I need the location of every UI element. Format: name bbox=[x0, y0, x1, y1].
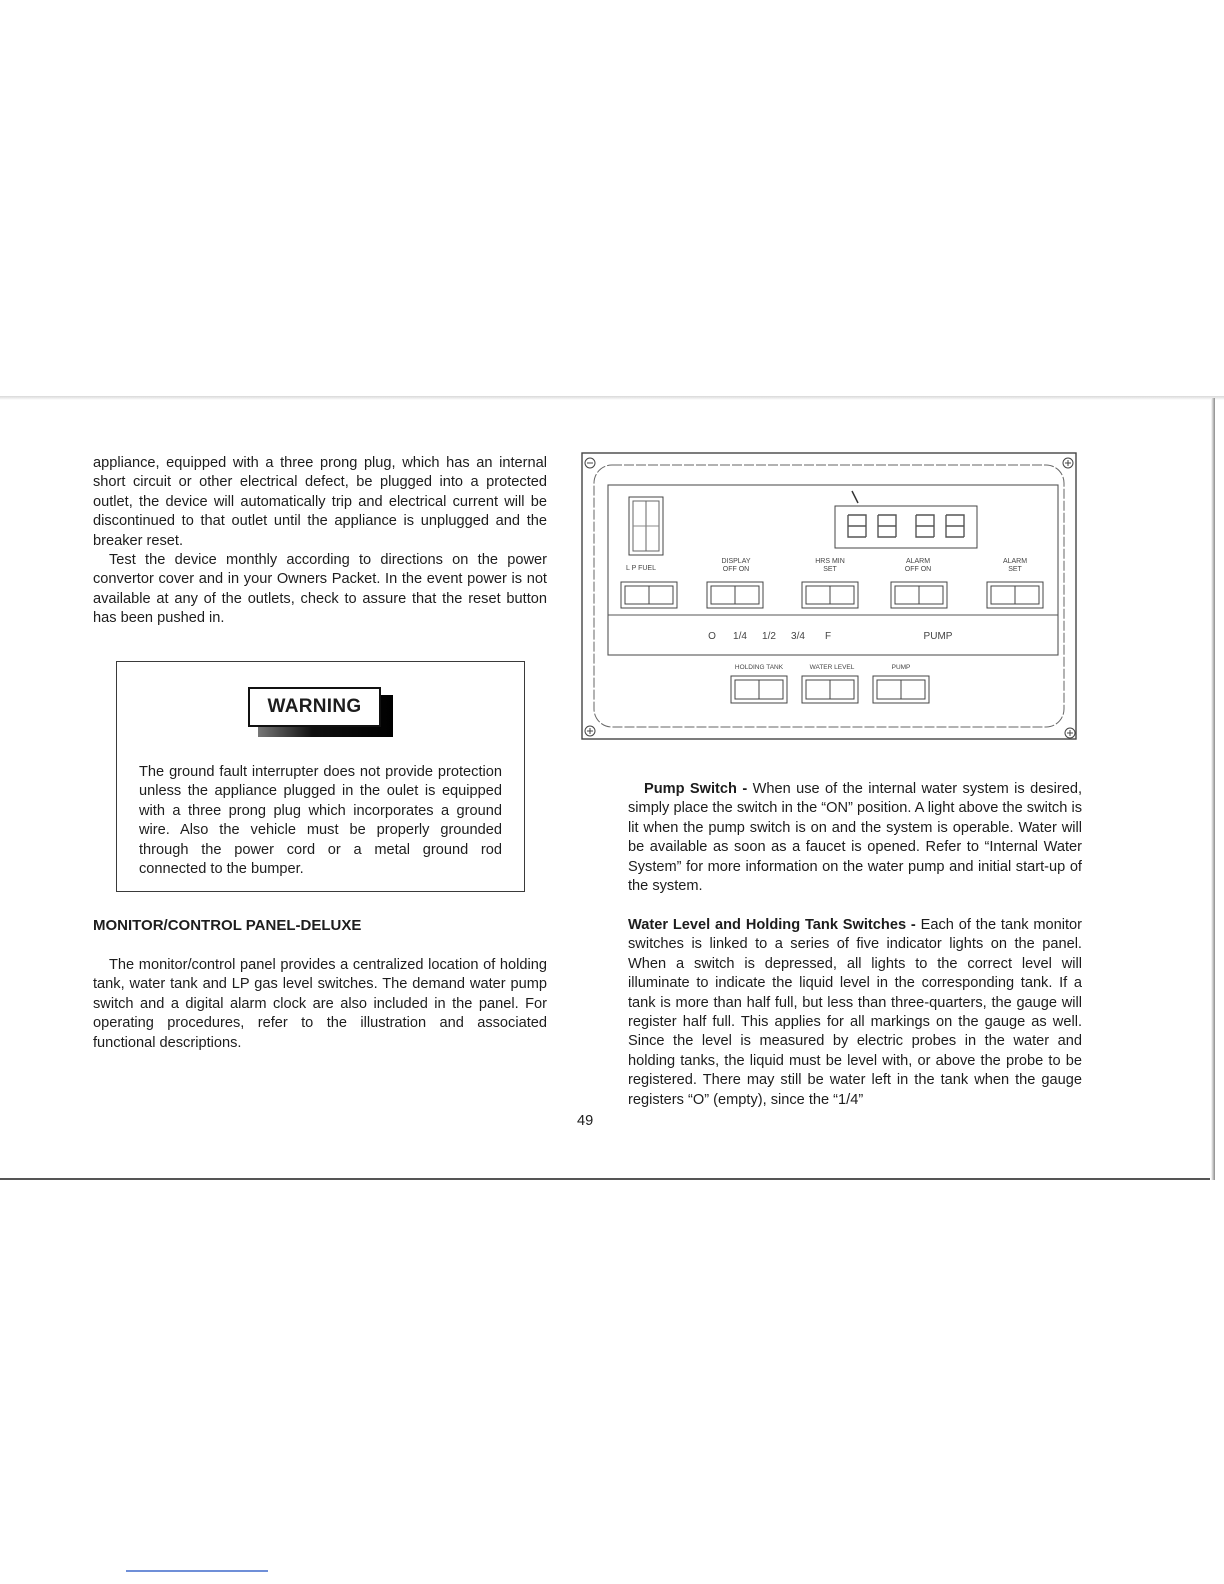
gauge-mark-quarter: 1/4 bbox=[733, 631, 747, 642]
holding-tank-switch bbox=[731, 676, 787, 703]
page-bottom-edge bbox=[0, 1178, 1210, 1180]
tank-switches-description bbox=[628, 916, 1082, 1110]
control-panel-illustration bbox=[576, 449, 1082, 745]
intro-paragraph-2: Test the device monthly according to directions on the power convertor cover and in your Owners Packet. In the event power is not available at any of the outlets, check to assure that the reset button has been pushed in. bbox=[93, 552, 547, 627]
scan-artifact-line bbox=[126, 1570, 268, 1572]
gauge-mark-empty: O bbox=[708, 631, 716, 642]
pump-switch-text: When use of the internal water system is desired, simply place the switch in the “ON” position. A light above the switch is lit when the pump switch is on and the system is operable. Water will be available as soon as a faucet is opened. Refer to “Internal Water System” for more information on the water pump and initial start-up of the system. bbox=[628, 781, 1082, 895]
alarm-set-label-bottom: SET bbox=[1008, 566, 1022, 573]
screw-icon bbox=[585, 458, 595, 468]
alarm-label: ALARM bbox=[905, 558, 931, 565]
panel-outer-frame bbox=[582, 453, 1076, 739]
page-top-shadow bbox=[0, 396, 1224, 400]
digital-clock-display bbox=[835, 506, 977, 548]
section-heading: MONITOR/CONTROL PANEL-DELUXE bbox=[93, 917, 362, 934]
gauge-mark-full: F bbox=[824, 631, 832, 642]
warning-box bbox=[116, 661, 525, 892]
hrs-min-set-switch bbox=[802, 582, 858, 608]
alarm-states-label: OFF ON bbox=[904, 566, 932, 573]
warning-label: WARNING bbox=[248, 687, 381, 727]
hrs-min-label: HRS MIN bbox=[815, 558, 845, 565]
set-label: SET bbox=[823, 566, 837, 573]
pump-switch-description bbox=[628, 780, 1082, 896]
page-number: 49 bbox=[577, 1113, 594, 1129]
pump-switch bbox=[873, 676, 929, 703]
pump-indicator-label: PUMP bbox=[923, 631, 953, 642]
section-paragraph: The monitor/control panel provides a centralized location of holding tank, water tank and LP gas level switches. The demand water pump switch and a digital alarm clock are also included in the panel. For operating procedures, refer to the illustration and associated functional descriptions. bbox=[93, 957, 547, 1051]
water-level-label: WATER LEVEL bbox=[809, 664, 855, 671]
intro-paragraph-1: appliance, equipped with a three prong plug, which has an internal short circuit or other electrical defect, be plugged into a protected outlet, the device will automatically trip and electrical current will be discontinued to that outlet until the appliance is unplugged and the breaker reset. bbox=[93, 455, 547, 549]
screw-icon bbox=[1065, 728, 1075, 738]
tank-switches-text: Each of the tank monitor switches is linked to a series of five indicator lights on the panel. When a switch is depressed, all lights to the correct level will illuminate to indicate the liquid level in the corresponding tank. If a tank is more than half full, but less than three-quarters, the gauge will register half full. This applies for all markings on the gauge as well. Since the level is measured by electric probes in the water and holding tanks, the liquid must be level with, or above the probe to be registered. There may still be water left in the tank when the gauge registers “O” (empty), since the “1/4” bbox=[628, 917, 1083, 1108]
screw-icon bbox=[1063, 458, 1073, 468]
display-label: DISPLAY bbox=[721, 558, 751, 565]
gauge-mark-three-quarter: 3/4 bbox=[791, 631, 805, 642]
warning-badge bbox=[248, 687, 393, 737]
screw-icon bbox=[585, 726, 595, 736]
gauge-mark-half: 1/2 bbox=[762, 631, 776, 642]
book-binding-edge bbox=[1211, 398, 1215, 1180]
lp-fuel-label: L P FUEL bbox=[626, 565, 656, 572]
display-states-label: OFF ON bbox=[722, 566, 750, 573]
alarm-switch bbox=[891, 582, 947, 608]
left-column-intro bbox=[93, 454, 547, 629]
water-level-switch bbox=[802, 676, 858, 703]
panel-inner-frame bbox=[594, 465, 1064, 727]
pump-label: PUMP bbox=[891, 664, 911, 671]
display-switch bbox=[707, 582, 763, 608]
alarm-set-switch bbox=[987, 582, 1043, 608]
lp-fuel-gauge-icon bbox=[629, 497, 663, 555]
warning-text: The ground fault interrupter does not provide protection unless the appliance plugged in the oulet is equipped with a three prong plug which incorporates a ground wire. Also the vehicle must be properly grounded through the power cord or a metal ground rod connected to the bumper. bbox=[139, 764, 502, 878]
indicator-light-mark bbox=[852, 491, 858, 503]
tank-switches-title: Water Level and Holding Tank Switches - bbox=[628, 917, 916, 933]
pump-switch-title: Pump Switch - bbox=[644, 781, 748, 797]
lp-fuel-switch bbox=[621, 582, 677, 608]
section-body bbox=[93, 956, 547, 1053]
holding-tank-label: HOLDING TANK bbox=[734, 664, 784, 671]
alarm-set-label-top: ALARM bbox=[1002, 558, 1028, 565]
